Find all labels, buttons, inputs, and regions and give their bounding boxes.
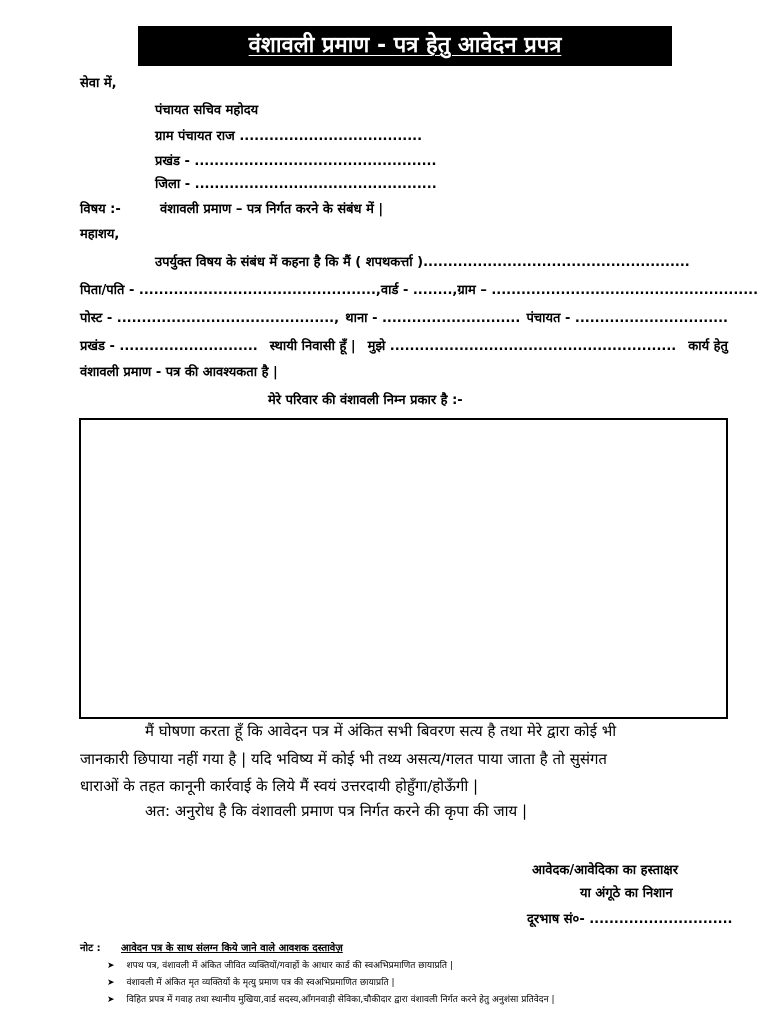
note-item (107, 975, 394, 988)
ward-field: वार्ड - ........, (380, 283, 458, 298)
note-item-text: वंशावली में अंकित मृत व्यक्तियों के मृत्यु प्रमाण पत्र की स्वअभिप्रमाणित छायाप्रति | (126, 978, 395, 988)
body-line-applicant: उपर्युक्त विषय के संबंध में कहना है कि मैं ( शपथकर्त्ता )...................................................... (155, 255, 690, 270)
subject-text: वंशावली प्रमाण – पत्र निर्गत करने के संबंध में | (160, 202, 384, 217)
address-line-block: प्रखंड - ................................................. (155, 154, 437, 169)
purpose-field: मुझे .......................................................... (367, 339, 677, 354)
thana-field: थाना - ............................ (345, 311, 521, 326)
subject-label: विषय :- (80, 202, 121, 217)
purpose-suffix: कार्य हेतु (688, 339, 728, 354)
address-line-secretary: पंचायत सचिव महोदय (155, 103, 259, 118)
thumb-impression-label: या अंगूठे का निशान (580, 886, 673, 901)
father-field: पिता/पति - ................................................, (80, 283, 381, 298)
declaration-line-3: धाराओं के तहत कानूनी कार्रवाई के लिये मैं स्वयं उत्तरदायी होहुँगा/होऊँगी | (80, 777, 479, 795)
request-line: अत: अनुरोध है कि वंशावली प्रमाण पत्र निर्गत करने की कृपा की जाय | (145, 802, 527, 820)
form-title: वंशावली प्रमाण - पत्र हेतु आवेदन प्रपत्र (248, 33, 562, 58)
declaration-line-2: जानकारी छिपाया नहीं गया है | यदि भविष्य में कोई भी तथ्य असत्य/गलत पाया जाता है तो सुसंगत (80, 750, 607, 768)
signature-label: आवेदक/आवेदिका का हस्ताक्षर (532, 863, 679, 878)
greeting: महाशय, (80, 227, 120, 242)
body-line-need: वंशावली प्रमाण - पत्र की आवश्यकता है | (80, 365, 278, 380)
block-field: प्रखंड - ............................ (80, 339, 258, 354)
family-heading: मेरे परिवार की वंशावली निम्न प्रकार है :- (268, 393, 463, 408)
note-heading: आवेदन पत्र के साथ संलग्न किये जाने वाले आवशक दस्तावेज़ (121, 943, 343, 954)
resident-text: स्थायी निवासी हूँ | (269, 339, 356, 354)
village-field: ग्राम – ...................................................... (457, 283, 759, 298)
body-line-post-thana-panchayat (80, 308, 728, 326)
arrow-bullet-icon: ➤ (107, 978, 115, 988)
body-line-father-ward-village (80, 280, 759, 298)
address-line-district: जिला - ................................................. (155, 177, 437, 192)
arrow-bullet-icon: ➤ (107, 995, 115, 1005)
body-line-block-resident (80, 336, 728, 354)
address-line-gram-panchayat: ग्राम पंचायत राज ..................................... (155, 129, 423, 144)
note-item-text: विहित प्रपत्र में गवाह तथा स्थानीय मुखिया,वार्ड सदस्य,आँगनवाड़ी सेविका,चौकीदार द्वारा वंशावली निर्गत करने हेतु अनुशंसा प्रतिवेदन | (126, 995, 555, 1005)
salutation-to: सेवा में, (80, 76, 117, 91)
family-tree-box[interactable] (79, 418, 728, 719)
note-label: नोट : (80, 943, 101, 954)
arrow-bullet-icon: ➤ (107, 961, 115, 971)
note-item-text: शपथ पत्र, वंशावली में अंकित जीवित व्यक्तियों/गवाहों के आधार कार्ड की स्वअभिप्रमाणित छायाप्रति | (126, 961, 453, 971)
phone-field: दूरभाष सं०- ............................. (527, 912, 733, 927)
note-item (107, 992, 554, 1005)
post-field: पोस्ट - ............................................, (80, 311, 340, 326)
panchayat-field: पंचायत - ............................... (526, 311, 728, 326)
declaration-line-1: मैं घोषणा करता हूँ कि आवेदन पत्र में अंकित सभी बिवरण सत्य है तथा मेरे द्वारा कोई भी (145, 722, 617, 740)
note-item (107, 958, 453, 971)
form-title-bar (138, 26, 672, 66)
